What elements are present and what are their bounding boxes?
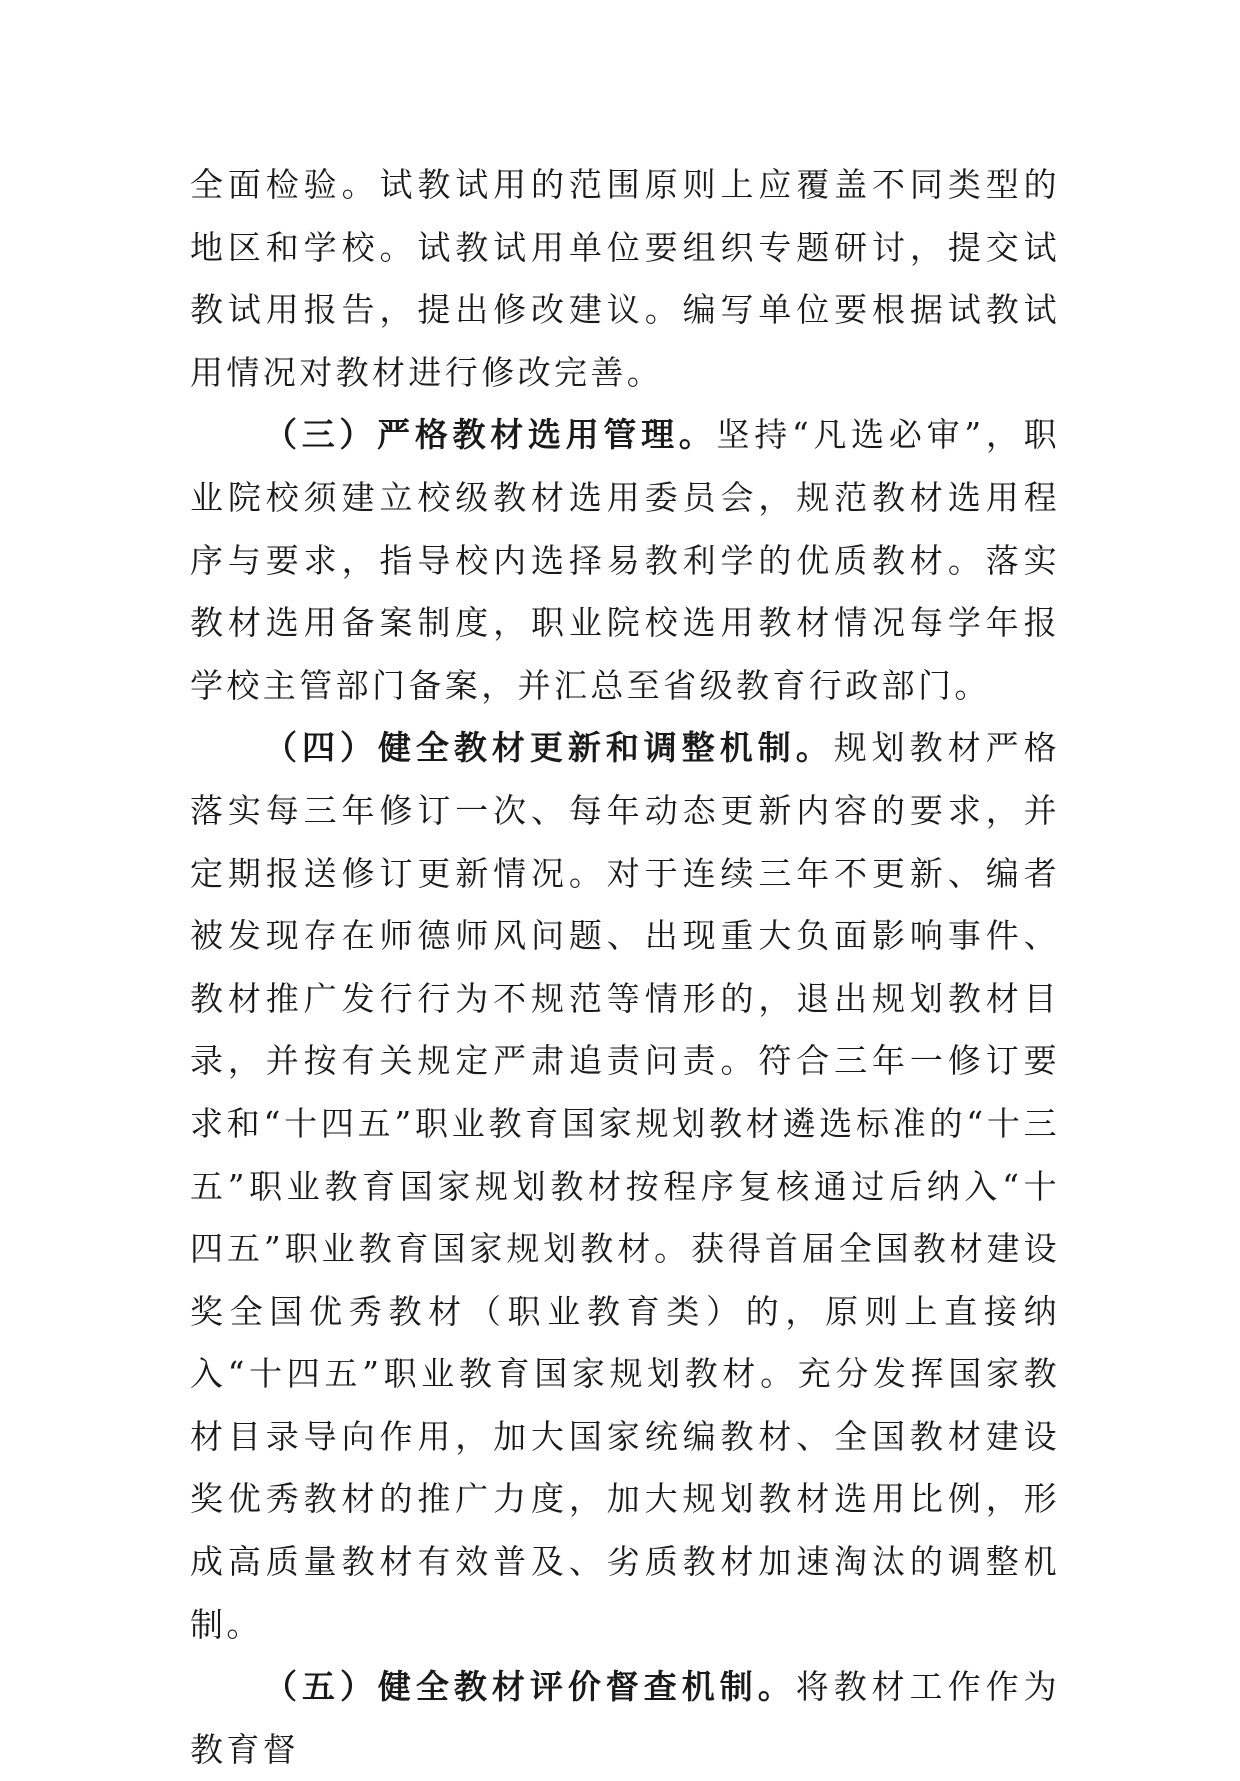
section-heading-3: （三）严格教材选用管理。	[264, 415, 717, 455]
section-heading-4: （四）健全教材更新和调整机制。	[264, 728, 834, 768]
paragraph-textbook-selection	[190, 404, 1060, 717]
paragraph-text: 规划教材严格落实每三年修订一次、每年动态更新内容的要求，并定期报送修订更新情况。对于连续三年不更新、编者被发现存在师德师风问题、出现重大负面影响事件、教材推广发行行为不规范等情形的，退出规划教材目录，并按有关规定严肃追责问责。符合三年一修订要求和“十四五”职业教育国家规划教材遴选标准的“十三五”职业教育国家规划教材按程序复核通过后纳入“十四五”职业教育国家规划教材。获得首届全国教材建设奖全国优秀教材（职业教育类）的，原则上直接纳入“十四五”职业教育国家规划教材。充分发挥国家教材目录导向作用，加大国家统编教材、全国教材建设奖优秀教材的推广力度，加大规划教材选用比例，形成高质量教材有效普及、劣质教材加速淘汰的调整机制。	[190, 728, 1061, 1644]
paragraph-text: 将教材工作作为教育督	[190, 1667, 1060, 1769]
document-body	[190, 154, 1060, 1781]
paragraph-text: 全面检验。试教试用的范围原则上应覆盖不同类型的地区和学校。试教试用单位要组织专题研讨，提交试教试用报告，提出修改建议。编写单位要根据试教试用情况对教材进行修改完善。	[190, 165, 1060, 392]
section-heading-5: （五）健全教材评价督查机制。	[264, 1667, 796, 1707]
paragraph-update-mechanism	[190, 717, 1060, 1656]
paragraph-text: 坚持“凡选必审”，职业院校须建立校级教材选用委员会，规范教材选用程序与要求，指导校内选择易教利学的优质教材。落实教材选用备案制度，职业院校选用教材情况每学年报学校主管部门备案，并汇总至省级教育行政部门。	[190, 415, 1060, 705]
paragraph-continuation	[190, 154, 1060, 404]
paragraph-evaluation-mechanism	[190, 1656, 1060, 1781]
